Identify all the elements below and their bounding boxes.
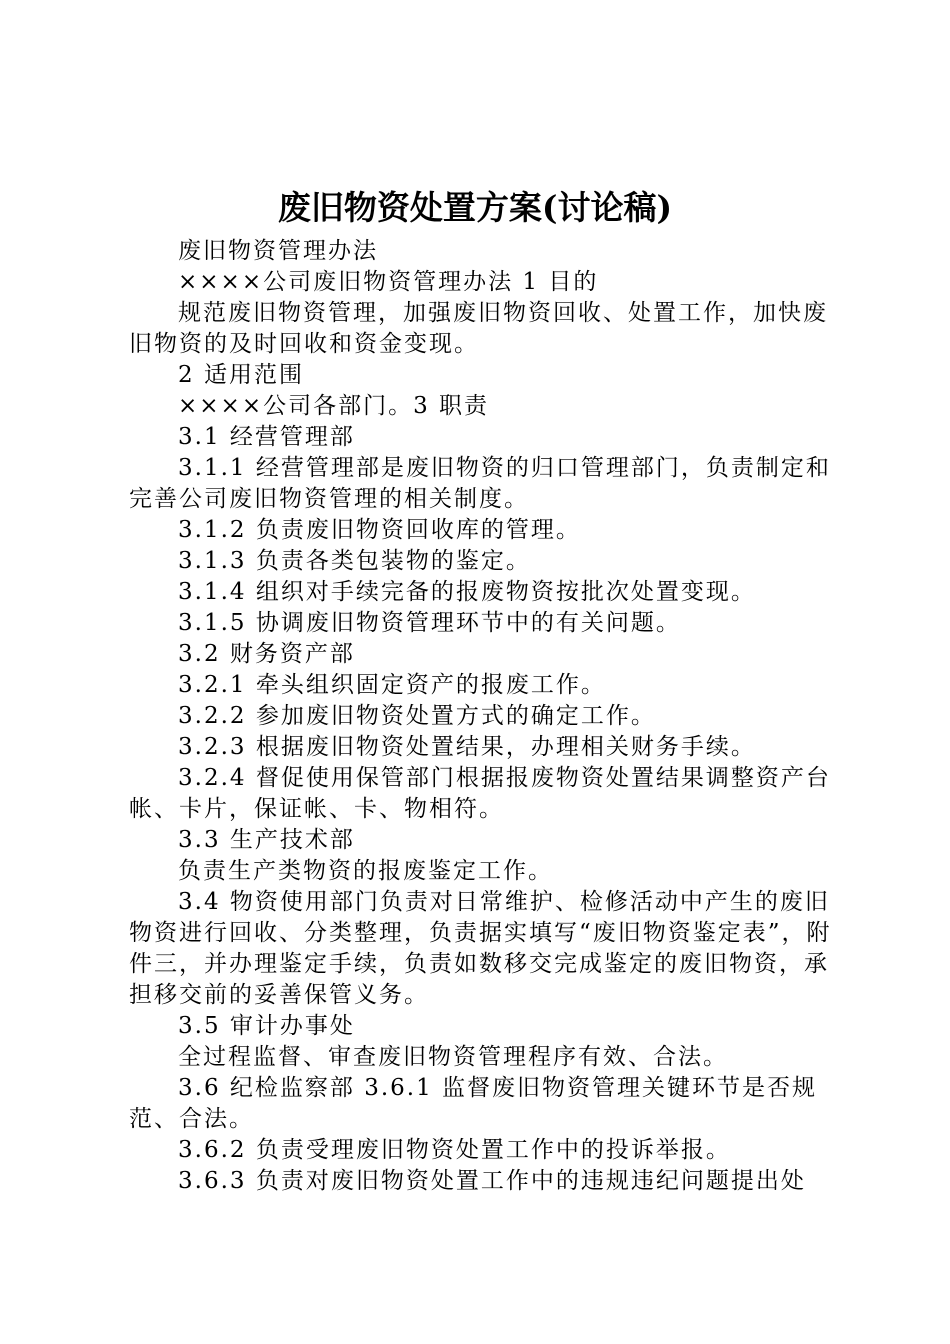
paragraph: 全过程监督、审查废旧物资管理程序有效、合法。 [178, 1044, 728, 1070]
paragraph: 3.1 经营管理部 [178, 424, 355, 450]
document-title: 废旧物资处置方案(讨论稿) [277, 188, 673, 227]
paragraph: 3.1.3 负责各类包装物的鉴定。 [178, 548, 531, 574]
paragraph: 3.4 物资使用部门负责对日常维护、检修活动中产生的废旧物资进行回收、分类整理，负责据实填写“废旧物资鉴定表”，附件三，并办理鉴定手续，负责如数移交完成鉴定的废旧物资，承担移交前的妥善保管义务。 [129, 889, 832, 1008]
paragraph: 3.1.2 负责废旧物资回收库的管理。 [178, 517, 581, 543]
paragraph: 3.2 财务资产部 [178, 641, 355, 667]
paragraph: 3.1.5 协调废旧物资管理环节中的有关问题。 [178, 610, 681, 636]
paragraph: 3.2.4 督促使用保管部门根据报废物资处置结果调整资产台帐、卡片，保证帐、卡、物相符。 [129, 765, 831, 822]
paragraph: 2 适用范围 [178, 362, 304, 388]
paragraph: 规范废旧物资管理，加强废旧物资回收、处置工作，加快废旧物资的及时回收和资金变现。 [129, 300, 828, 357]
paragraph: 3.6.3 负责对废旧物资处置工作中的违规违纪问题提出处 [178, 1168, 806, 1194]
paragraph: 3.1.4 组织对手续完备的报废物资按批次处置变现。 [178, 579, 756, 605]
paragraph: 3.2.3 根据废旧物资处置结果，办理相关财务手续。 [178, 734, 756, 760]
document-body [129, 236, 841, 1197]
paragraph: 3.3 生产技术部 [178, 827, 355, 853]
paragraph: ××××公司各部门。3 职责 [178, 393, 490, 419]
paragraph: 3.6 纪检监察部 3.6.1 监督废旧物资管理关键环节是否规范、合法。 [129, 1075, 818, 1132]
paragraph: 3.2.2 参加废旧物资处置方式的确定工作。 [178, 703, 656, 729]
paragraph: 负责生产类物资的报废鉴定工作。 [178, 858, 553, 884]
paragraph: 3.5 审计办事处 [178, 1013, 355, 1039]
paragraph: ××××公司废旧物资管理办法 1 目的 [178, 269, 599, 295]
paragraph: 废旧物资管理办法 [178, 238, 378, 264]
paragraph: 3.2.1 牵头组织固定资产的报废工作。 [178, 672, 606, 698]
paragraph: 3.6.2 负责受理废旧物资处置工作中的投诉举报。 [178, 1137, 731, 1163]
paragraph: 3.1.1 经营管理部是废旧物资的归口管理部门，负责制定和完善公司废旧物资管理的相关制度。 [129, 455, 831, 512]
